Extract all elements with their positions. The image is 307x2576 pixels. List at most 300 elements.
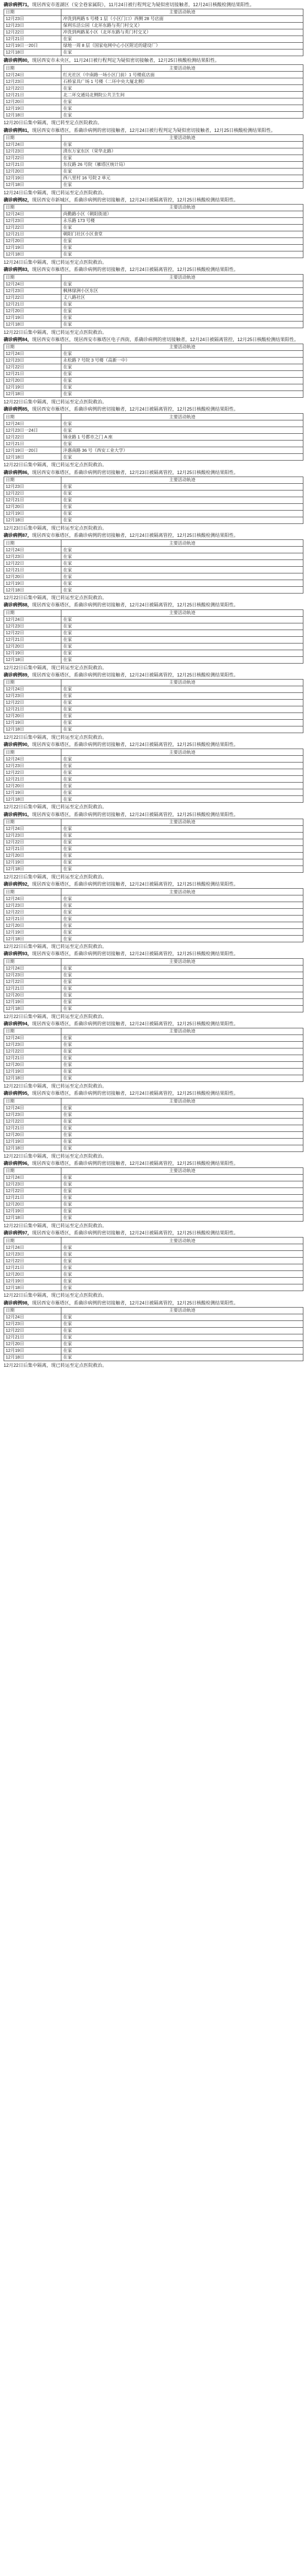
row-activity: 在家 xyxy=(61,1327,303,1334)
row-date: 12月20日 xyxy=(4,573,61,580)
row-date: 12月20日 xyxy=(4,238,61,245)
table-row xyxy=(4,700,303,706)
row-activity: 在家 xyxy=(61,580,303,587)
table-row xyxy=(4,1214,303,1221)
case-note: 12月22日后集中隔离，现已转运至定点医院救治。 xyxy=(4,1362,107,1368)
case-note: 12月22日后集中隔离，现已转运至定点医院救治。 xyxy=(4,329,107,335)
row-activity: 在家 xyxy=(61,454,303,461)
row-activity: 在家 xyxy=(61,1125,303,1131)
case-block xyxy=(4,951,303,1019)
header-activity: 主要活动轨迹 xyxy=(61,749,303,756)
case-note: 12月23日后集中隔离，现已转运至定点医院救治。 xyxy=(4,525,107,531)
table-row xyxy=(4,1062,303,1069)
row-date: 12月21日 xyxy=(4,440,61,447)
table-header-row xyxy=(4,749,303,756)
header-activity: 主要活动轨迹 xyxy=(61,958,303,965)
row-activity: 在家 xyxy=(61,700,303,706)
row-activity: 在家 xyxy=(61,1069,303,1075)
table-row xyxy=(4,909,303,916)
row-activity: 在家 xyxy=(61,1194,303,1201)
row-date: 12月22日 xyxy=(4,560,61,567)
trajectory-table xyxy=(4,888,303,942)
row-activity: 在家 xyxy=(61,314,303,321)
case-intro xyxy=(4,881,303,887)
case-intro-text: 现居西安市雁塔区，系确诊病例的密切接触者，12月24日被隔离管控，12月25日核酸检测结果阳性。 xyxy=(32,1091,239,1096)
case-intro-text: 现居西安市雁塔区，系确诊病例的密切接触者，12月24日被隔离管控，12月25日核酸检测结果阳性。 xyxy=(32,406,239,412)
table-row xyxy=(4,1278,303,1284)
case-intro-text: 现居西安市雁塔区，系确诊病例的密切接触者，12月24日被隔离管控，12月25日核酸检测结果阳性。 xyxy=(32,602,239,608)
row-date: 12月19日 xyxy=(4,510,61,517)
row-date: 12月20日 xyxy=(4,852,61,859)
row-date: 12月23日 xyxy=(4,23,61,29)
table-row xyxy=(4,992,303,998)
table-row xyxy=(4,112,303,118)
table-row xyxy=(4,85,303,92)
row-activity: 在家 xyxy=(61,251,303,258)
row-activity: 在家 xyxy=(61,1062,303,1069)
header-date: 日期 xyxy=(4,9,61,16)
row-date: 12月20日 xyxy=(4,922,61,929)
table-row xyxy=(4,225,303,231)
header-activity: 主要活动轨迹 xyxy=(61,1238,303,1244)
table-row xyxy=(4,1035,303,1042)
header-activity: 主要活动轨迹 xyxy=(61,609,303,616)
row-activity: 在家 xyxy=(61,225,303,231)
row-activity: 在家 xyxy=(61,936,303,942)
case-number: 确诊病例98， xyxy=(4,1300,33,1306)
row-date: 12月19日 xyxy=(4,1347,61,1354)
row-activity: 在家 xyxy=(61,789,303,796)
case-block xyxy=(4,406,303,468)
row-date: 12月24日 xyxy=(4,281,61,287)
case-intro-text: 现居西安市新城区，系确诊病例的密切接触者，12月24日被隔离管控，12月25日核酸检测结果阳性。 xyxy=(32,197,239,203)
row-date: 12月19日 xyxy=(4,245,61,251)
row-activity: 在家 xyxy=(61,364,303,371)
row-activity: 在家 xyxy=(61,985,303,992)
row-date: 12月20日 xyxy=(4,1271,61,1278)
case-block xyxy=(4,741,303,810)
case-number: 确诊病例88， xyxy=(4,602,33,608)
table-header-row xyxy=(4,540,303,547)
table-row xyxy=(4,245,303,251)
row-activity: 在家 xyxy=(61,1341,303,1347)
row-activity: 在家 xyxy=(61,547,303,553)
table-row xyxy=(4,105,303,112)
row-activity: 锦业路 1 号都市之门 A 座 xyxy=(61,434,303,440)
row-date: 12月19日 xyxy=(4,175,61,181)
row-activity: 在家 xyxy=(61,1244,303,1251)
trajectory-table xyxy=(4,1028,303,1082)
trajectory-table xyxy=(4,749,303,803)
row-activity: 在家 xyxy=(61,98,303,105)
table-row xyxy=(4,43,303,49)
row-date: 12月23日 xyxy=(4,693,61,700)
table-row xyxy=(4,1314,303,1320)
row-date: 12月18日 xyxy=(4,936,61,942)
trajectory-table xyxy=(4,1167,303,1222)
row-date: 12月18日 xyxy=(4,866,61,872)
row-activity: 在家 xyxy=(61,155,303,161)
row-activity: 在家 xyxy=(61,1314,303,1320)
row-date: 12月24日 xyxy=(4,756,61,762)
case-block xyxy=(4,1021,303,1089)
case-block xyxy=(4,266,303,335)
row-date: 12月23日 xyxy=(4,832,61,839)
table-row xyxy=(4,839,303,845)
header-activity: 主要活动轨迹 xyxy=(61,205,303,211)
row-date: 12月24日 xyxy=(4,211,61,218)
table-row xyxy=(4,650,303,656)
table-header-row xyxy=(4,9,303,16)
row-date: 12月22日 xyxy=(4,1048,61,1055)
table-row xyxy=(4,832,303,839)
header-date: 日期 xyxy=(4,274,61,281)
table-row xyxy=(4,936,303,942)
row-date: 12月24日 xyxy=(4,72,61,78)
row-date: 12月22日 xyxy=(4,155,61,161)
header-date: 日期 xyxy=(4,958,61,965)
header-date: 日期 xyxy=(4,889,61,895)
table-row xyxy=(4,726,303,733)
case-intro-text: 现居西安市雁塔区，系确诊病例的密切接触者，12月24日被隔离管控，12月25日核酸检测结果阳性。 xyxy=(32,1160,239,1166)
row-date: 12月21日 xyxy=(4,92,61,98)
row-date: 12月21日 xyxy=(4,1125,61,1131)
case-number: 确诊病例94， xyxy=(4,1021,33,1026)
row-activity: 在家 xyxy=(61,567,303,573)
header-activity: 主要活动轨迹 xyxy=(61,889,303,895)
row-activity: 在家 xyxy=(61,859,303,866)
case-note: 12月22日后集中隔离，现已转运至定点医院救治。 xyxy=(4,1013,107,1019)
table-row xyxy=(4,391,303,398)
case-block xyxy=(4,336,303,405)
row-date: 12月21日 xyxy=(4,845,61,852)
trajectory-table xyxy=(4,819,303,873)
case-intro-text: 现居西安市雁塔区，系确诊病例的密切接触者，12月24日被隔离管控，12月25日核酸检测结果阳性。 xyxy=(32,1021,239,1026)
table-header-row xyxy=(4,274,303,281)
table-row xyxy=(4,1251,303,1258)
case-intro xyxy=(4,1021,303,1027)
table-row xyxy=(4,161,303,168)
header-activity: 主要活动轨迹 xyxy=(61,1167,303,1174)
row-activity: 石桥家具广场 1 号楼（二环中央大厦北侧） xyxy=(61,78,303,85)
row-date: 12月19日一20日 xyxy=(4,43,61,49)
table-row xyxy=(4,1284,303,1291)
row-activity: 永乐路 173 号楼 xyxy=(61,218,303,225)
row-activity: 在家 xyxy=(61,238,303,245)
table-row xyxy=(4,706,303,713)
table-row xyxy=(4,301,303,308)
table-row xyxy=(4,783,303,789)
header-date: 日期 xyxy=(4,1167,61,1174)
case-number: 确诊病例91， xyxy=(4,811,33,817)
table-row xyxy=(4,231,303,238)
table-header-row xyxy=(4,1098,303,1105)
trajectory-table xyxy=(4,679,303,733)
row-activity: 西八里村 16 号院 2 单元 xyxy=(61,175,303,181)
table-header-row xyxy=(4,1167,303,1174)
row-activity: 在家 xyxy=(61,245,303,251)
case-intro-text: 现居西安市雁塔区，系确诊病例的密切接触者，12月24日被隔离管控，12月25日核酸检测结果阳性。 xyxy=(32,882,239,887)
table-row xyxy=(4,238,303,245)
trajectory-table xyxy=(4,204,303,258)
table-row xyxy=(4,547,303,553)
row-date: 12月22日 xyxy=(4,85,61,92)
row-activity: 在家 xyxy=(61,391,303,398)
table-row xyxy=(4,636,303,643)
row-date: 12月19日 xyxy=(4,384,61,391)
header-date: 日期 xyxy=(4,1028,61,1035)
case-block xyxy=(4,881,303,950)
row-activity: 在家 xyxy=(61,978,303,985)
row-date: 12月19日 xyxy=(4,998,61,1005)
table-header-row xyxy=(4,1307,303,1314)
table-row xyxy=(4,845,303,852)
row-date: 12月20日 xyxy=(4,378,61,384)
row-date: 12月22日 xyxy=(4,909,61,916)
row-date: 12月20日 xyxy=(4,308,61,314)
table-row xyxy=(4,16,303,23)
table-row xyxy=(4,922,303,929)
table-header-row xyxy=(4,414,303,420)
case-intro xyxy=(4,469,303,476)
row-date: 12月22日 xyxy=(4,225,61,231)
row-activity: 在家 xyxy=(61,693,303,700)
row-date: 12月21日 xyxy=(4,301,61,308)
case-intro xyxy=(4,2,303,8)
case-intro xyxy=(4,602,303,608)
table-row xyxy=(4,168,303,175)
table-row xyxy=(4,825,303,832)
table-row xyxy=(4,1131,303,1138)
table-row xyxy=(4,769,303,776)
row-date: 12月21日 xyxy=(4,371,61,378)
row-date: 12月23日 xyxy=(4,623,61,630)
row-activity: 在家 xyxy=(61,909,303,916)
table-row xyxy=(4,510,303,517)
table-row xyxy=(4,796,303,803)
header-date: 日期 xyxy=(4,344,61,351)
row-date: 12月24日 xyxy=(4,141,61,148)
row-date: 12月22日 xyxy=(4,1118,61,1125)
table-row xyxy=(4,776,303,783)
row-activity: 在家 xyxy=(61,420,303,427)
row-activity: 在家 xyxy=(61,839,303,845)
table-row xyxy=(4,517,303,523)
row-activity: 在家 xyxy=(61,112,303,118)
row-date: 12月22日 xyxy=(4,769,61,776)
header-activity: 主要活动轨迹 xyxy=(61,1098,303,1105)
row-activity: 在家 xyxy=(61,998,303,1005)
row-activity: 冲洗到两路某小区（北环东路与英门村交叉） xyxy=(61,29,303,36)
table-row xyxy=(4,643,303,650)
case-block xyxy=(4,532,303,601)
table-row xyxy=(4,1075,303,1082)
row-activity: 在家 xyxy=(61,308,303,314)
row-activity: 在家 xyxy=(61,1138,303,1145)
table-row xyxy=(4,789,303,796)
row-activity: 在家 xyxy=(61,796,303,803)
row-date: 12月23日 xyxy=(4,148,61,155)
row-activity: 在家 xyxy=(61,1111,303,1118)
case-note: 12月22日后集中隔离，现已转运至定点医院救治。 xyxy=(4,944,107,950)
row-date: 12月24日 xyxy=(4,616,61,623)
row-activity: 朝阳门社区小区食堂 xyxy=(61,231,303,238)
row-date: 12月20日 xyxy=(4,98,61,105)
row-date: 12月23日 xyxy=(4,902,61,909)
table-header-row xyxy=(4,958,303,965)
table-row xyxy=(4,384,303,391)
row-date: 12月19日一20日 xyxy=(4,447,61,454)
row-date: 12月18日 xyxy=(4,726,61,733)
table-row xyxy=(4,573,303,580)
row-activity: 在家 xyxy=(61,922,303,929)
case-block xyxy=(4,1230,303,1298)
row-activity: 在家 xyxy=(61,769,303,776)
table-row xyxy=(4,1069,303,1075)
row-date: 12月20日 xyxy=(4,643,61,650)
table-row xyxy=(4,587,303,594)
table-row xyxy=(4,321,303,328)
row-date: 12月20日 xyxy=(4,783,61,789)
table-row xyxy=(4,978,303,985)
table-row xyxy=(4,1181,303,1188)
table-row xyxy=(4,364,303,371)
header-activity: 主要活动轨迹 xyxy=(61,1307,303,1314)
table-row xyxy=(4,211,303,218)
table-row xyxy=(4,434,303,440)
row-activity: 在家 xyxy=(61,351,303,358)
row-date: 12月24日 xyxy=(4,895,61,902)
case-note: 12月22日后集中隔离，现已转运至定点医院救治。 xyxy=(4,665,107,670)
table-header-row xyxy=(4,134,303,141)
case-block xyxy=(4,469,303,531)
table-header-row xyxy=(4,1028,303,1035)
case-number: 确诊病例92， xyxy=(4,882,33,887)
row-activity: 在家 xyxy=(61,490,303,497)
row-activity: 保利乐活公园（北环东路与英门村交叉） xyxy=(61,23,303,29)
table-row xyxy=(4,686,303,693)
row-activity: 在家 xyxy=(61,1048,303,1055)
row-date: 12月22日 xyxy=(4,839,61,845)
table-row xyxy=(4,656,303,663)
trajectory-table xyxy=(4,609,303,664)
row-activity: 在家 xyxy=(61,553,303,560)
row-date: 12月23日 xyxy=(4,287,61,294)
row-date: 12月22日 xyxy=(4,1327,61,1334)
table-header-row xyxy=(4,477,303,483)
row-date: 12月23日 xyxy=(4,218,61,225)
row-activity: 在家 xyxy=(61,181,303,188)
case-number: 确诊病例86， xyxy=(4,469,33,475)
table-row xyxy=(4,1138,303,1145)
row-date: 12月21日 xyxy=(4,231,61,238)
header-date: 日期 xyxy=(4,1238,61,1244)
row-activity: 沣惠南路 36 号（西安工业大学） xyxy=(61,447,303,454)
case-number: 确诊病例81， xyxy=(4,127,33,133)
row-activity: 在家 xyxy=(61,1354,303,1361)
case-intro xyxy=(4,532,303,538)
row-activity: 在家 xyxy=(61,1201,303,1208)
table-row xyxy=(4,720,303,726)
row-date: 12月18日 xyxy=(4,1075,61,1082)
table-row xyxy=(4,580,303,587)
row-date: 12月23日 xyxy=(4,553,61,560)
table-row xyxy=(4,490,303,497)
header-date: 日期 xyxy=(4,205,61,211)
row-activity: 在家 xyxy=(61,1035,303,1042)
header-date: 日期 xyxy=(4,680,61,686)
row-activity: 永松路 7 号院 3 号楼（高新一中） xyxy=(61,358,303,364)
row-date: 12月21日 xyxy=(4,161,61,168)
table-row xyxy=(4,427,303,434)
row-date: 12月18日 xyxy=(4,181,61,188)
case-note: 12月24日后集中隔离，现已转运至定点医院救治。 xyxy=(4,190,107,195)
row-activity: 在家 xyxy=(61,1264,303,1271)
row-date: 12月22日 xyxy=(4,294,61,301)
table-row xyxy=(4,420,303,427)
row-date: 12月24日 xyxy=(4,351,61,358)
table-row xyxy=(4,902,303,909)
table-row xyxy=(4,965,303,972)
case-intro xyxy=(4,406,303,412)
row-activity: 枫林绿洲小区东区 xyxy=(61,287,303,294)
case-intro xyxy=(4,127,303,133)
row-activity: 北二环交通局北侧院公共卫生间 xyxy=(61,92,303,98)
case-intro-text: 现居西安市雁塔区，系确诊病例的密切接触者，12月24日被隔离管控，12月25日核酸检测结果阳性。 xyxy=(32,672,239,677)
table-row xyxy=(4,378,303,384)
row-date: 12月19日 xyxy=(4,1069,61,1075)
row-activity: 在家 xyxy=(61,916,303,922)
table-row xyxy=(4,1208,303,1214)
row-activity: 在家 xyxy=(61,378,303,384)
table-row xyxy=(4,440,303,447)
row-activity: 在家 xyxy=(61,105,303,112)
row-activity: 在家 xyxy=(61,1334,303,1341)
row-activity: 在家 xyxy=(61,49,303,56)
row-activity: 在家 xyxy=(61,1214,303,1221)
case-note: 12月22日后集中隔离，现已转运至定点医院救治。 xyxy=(4,1223,107,1228)
row-date: 12月18日 xyxy=(4,796,61,803)
table-row xyxy=(4,371,303,378)
row-date: 12月21日 xyxy=(4,1264,61,1271)
case-number: 确诊病例89， xyxy=(4,672,33,677)
trajectory-table xyxy=(4,9,303,56)
row-date: 12月18日 xyxy=(4,1354,61,1361)
row-activity: 在家 xyxy=(61,560,303,567)
row-date: 12月19日 xyxy=(4,1138,61,1145)
row-date: 12月18日 xyxy=(4,517,61,523)
header-date: 日期 xyxy=(4,134,61,141)
case-intro xyxy=(4,811,303,818)
case-number: 确诊病例85， xyxy=(4,406,33,412)
table-row xyxy=(4,1118,303,1125)
row-activity: 在家 xyxy=(61,1278,303,1284)
row-activity: 在家 xyxy=(61,776,303,783)
row-activity: 在家 xyxy=(61,972,303,978)
trajectory-table xyxy=(4,344,303,398)
table-row xyxy=(4,1341,303,1347)
case-intro-text: 现居西安市雁塔区，系确诊病例的密切接触者，12月24日被隔离管控，12月25日核酸检测结果阳性。 xyxy=(32,1300,239,1306)
row-activity: 在家 xyxy=(61,630,303,636)
table-row xyxy=(4,1055,303,1062)
case-intro xyxy=(4,197,303,203)
header-activity: 主要活动轨迹 xyxy=(61,540,303,547)
row-activity: 在家 xyxy=(61,440,303,447)
table-row xyxy=(4,141,303,148)
case-note: 12月22日后集中隔离，现已转运至定点医院救治。 xyxy=(4,462,107,468)
row-date: 12月18日 xyxy=(4,391,61,398)
row-activity: 在家 xyxy=(61,656,303,663)
